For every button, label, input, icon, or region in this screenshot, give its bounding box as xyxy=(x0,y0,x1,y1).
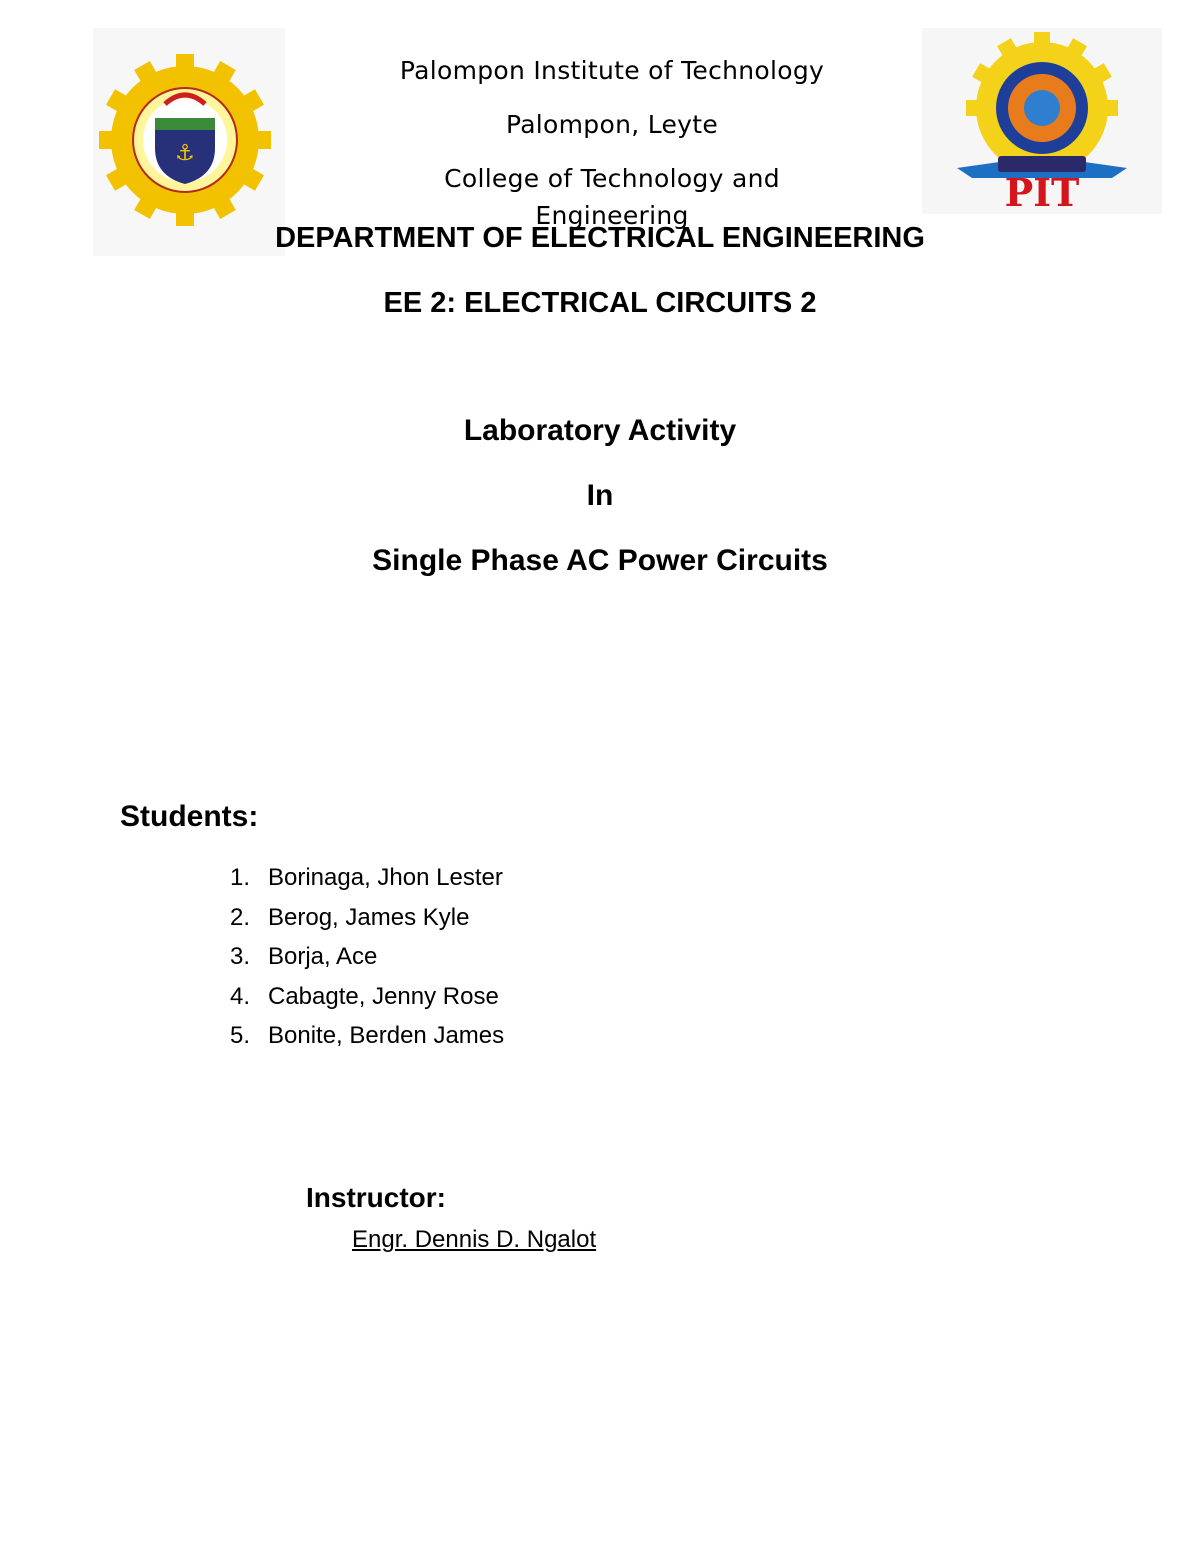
svg-text:⚓: ⚓ xyxy=(175,141,195,166)
college-name-line1: College of Technology and xyxy=(444,164,780,193)
student-name: Bonite, Berden James xyxy=(268,1022,505,1049)
students-heading: Students: xyxy=(120,800,259,833)
institution-name: Palompon Institute of Technology xyxy=(399,56,825,85)
list-item-number: 2. xyxy=(230,903,251,931)
course-title: EE 2: ELECTRICAL CIRCUITS 2 xyxy=(383,287,817,319)
institution-location: Palompon, Leyte xyxy=(505,110,719,139)
student-name: Borinaga, Jhon Lester xyxy=(268,864,503,891)
college-name-line2: Engineering xyxy=(535,201,689,230)
list-item xyxy=(230,943,504,983)
students-list xyxy=(230,864,504,1062)
student-name: Borja, Ace xyxy=(268,943,378,970)
svg-text:PIT: PIT xyxy=(1004,170,1080,214)
list-item-number: 1. xyxy=(230,864,251,891)
list-item-number: 4. xyxy=(230,982,251,1010)
college-pit-logo xyxy=(922,28,1162,214)
list-item xyxy=(230,904,504,944)
instructor-name: Engr. Dennis D. Ngalot xyxy=(352,1226,597,1253)
list-item xyxy=(230,864,504,904)
list-item-number: 5. xyxy=(230,1022,251,1049)
list-item-number: 3. xyxy=(230,943,251,970)
student-name: Berog, James Kyle xyxy=(268,903,470,931)
activity-connector: In xyxy=(586,479,614,512)
department-title: DEPARTMENT OF ELECTRICAL ENGINEERING xyxy=(275,222,925,254)
activity-title: Laboratory Activity xyxy=(463,414,737,447)
activity-topic: Single Phase AC Power Circuits xyxy=(372,544,828,577)
list-item xyxy=(230,1022,504,1062)
list-item xyxy=(230,983,504,1023)
student-name: Cabagte, Jenny Rose xyxy=(268,982,499,1010)
instructor-heading: Instructor: xyxy=(306,1182,446,1213)
